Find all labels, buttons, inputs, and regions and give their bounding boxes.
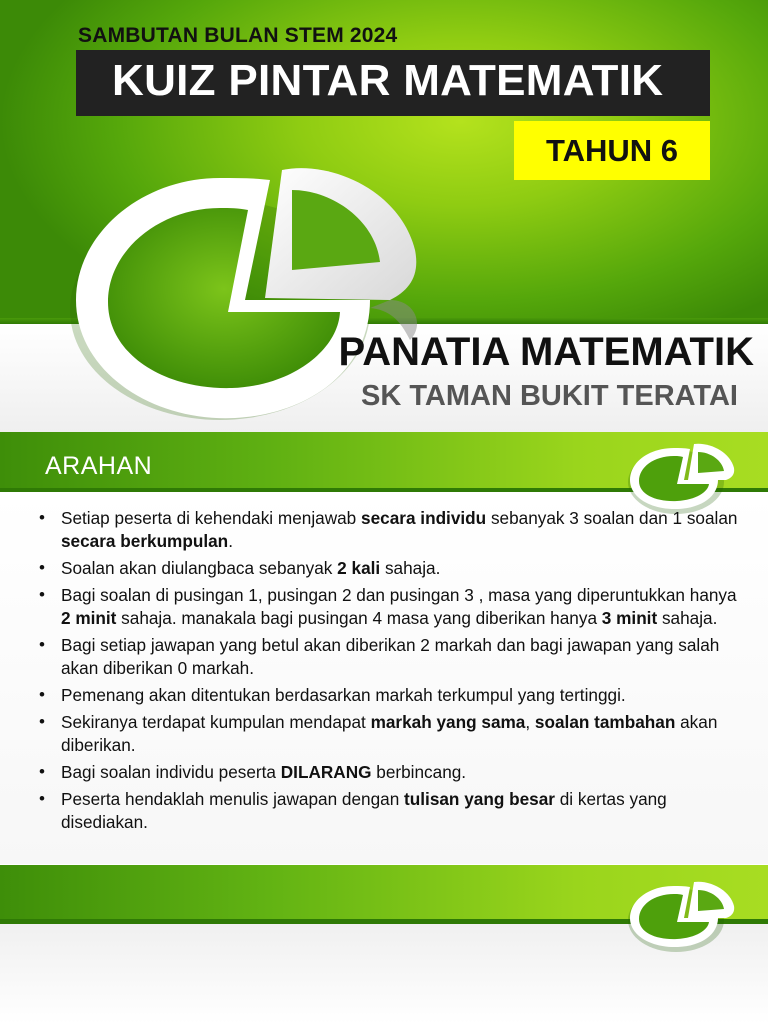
rules-slide [0, 432, 768, 1024]
rule-text: Bagi soalan individu peserta [61, 762, 281, 782]
panel-name: PANATIA MATEMATIK [338, 330, 754, 374]
bullet-icon: • [39, 508, 45, 527]
rule-item [36, 711, 744, 757]
rule-text: berbincang. [371, 762, 467, 782]
bullet-icon: • [39, 558, 45, 577]
quiz-title: KUIZ PINTAR MATEMATIK [112, 56, 664, 105]
rule-emphasis: 3 minit [601, 608, 658, 628]
rule-item [36, 634, 744, 680]
pie-chart-logo-icon [626, 876, 746, 954]
rule-emphasis: soalan tambahan [534, 712, 676, 732]
rule-text: Setiap peserta di kehendaki menjawab [61, 508, 362, 528]
rules-heading: ARAHAN [45, 452, 153, 480]
rule-emphasis: DILARANG [280, 762, 372, 782]
year-label: TAHUN 6 [545, 133, 679, 168]
rule-text: sahaja. [380, 558, 441, 578]
rule-text: Bagi setiap jawapan yang betul akan diberikan 2 markah dan bagi jawapan yang salah akan diberikan 0 markah. [61, 635, 720, 678]
rule-text: akan diberikan. [61, 712, 718, 755]
bullet-icon: • [39, 635, 45, 654]
event-title: SAMBUTAN BULAN STEM 2024 [78, 24, 398, 47]
rule-item [36, 788, 744, 834]
rule-text: . [228, 531, 233, 551]
rule-emphasis: 2 minit [61, 608, 117, 628]
bullet-icon: • [39, 685, 45, 704]
rule-emphasis: 2 kali [337, 558, 381, 578]
rule-text: di kertas yang disediakan. [61, 789, 667, 832]
bullet-icon: • [39, 712, 45, 731]
pie-chart-logo-icon [626, 438, 746, 516]
bullet-icon: • [39, 585, 45, 604]
cover-slide [0, 0, 768, 432]
rule-text: Pemenang akan ditentukan berdasarkan markah terkumpul yang tertinggi. [61, 685, 626, 705]
rule-text: Bagi soalan di pusingan 1, pusingan 2 dan pusingan 3 , masa yang diperuntukkan hanya [61, 585, 737, 605]
rule-emphasis: secara berkumpulan [61, 531, 229, 551]
bullet-icon: • [39, 789, 45, 808]
rule-emphasis: tulisan yang besar [404, 789, 555, 809]
bullet-icon: • [39, 762, 45, 781]
rule-text: , [525, 712, 535, 732]
rule-item [36, 761, 744, 784]
school-name: SK TAMAN BUKIT TERATAI [361, 380, 738, 412]
rule-emphasis: markah yang sama [370, 712, 526, 732]
rule-item [36, 507, 744, 553]
rule-emphasis: secara individu [361, 508, 487, 528]
rule-text: Soalan akan diulangbaca sebanyak [61, 558, 338, 578]
rule-text: sebanyak 3 soalan dan 1 soalan [486, 508, 738, 528]
rule-text: Sekiranya terdapat kumpulan mendapat [61, 712, 371, 732]
rule-text: sahaja. manakala bagi pusingan 4 masa yang diberikan hanya [116, 608, 602, 628]
rule-text: Peserta hendaklah menulis jawapan dengan [61, 789, 405, 809]
rule-item [36, 557, 744, 580]
rule-text: sahaja. [657, 608, 718, 628]
rule-item [36, 584, 744, 630]
rules-list [36, 507, 744, 838]
rule-item [36, 684, 744, 707]
